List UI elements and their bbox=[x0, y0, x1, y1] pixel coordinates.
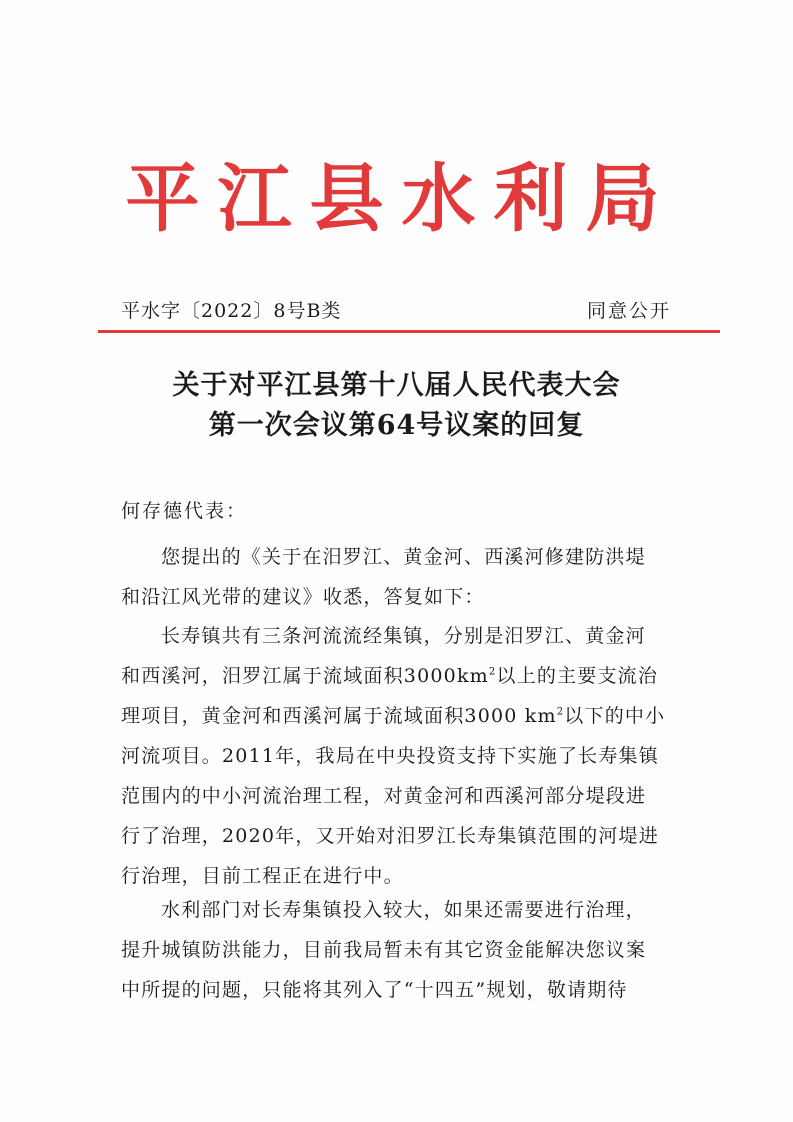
paragraph-2 bbox=[121, 616, 681, 896]
agency-header: 平江县水利局 bbox=[125, 156, 678, 242]
line-segment: 以下的中小 bbox=[564, 705, 666, 727]
line-segment: 以上的主要支流治 bbox=[496, 665, 659, 687]
paragraph-line: 长寿镇共有三条河流流经集镇，分别是汨罗江、黄金河 bbox=[161, 625, 646, 647]
paragraph-line: 行治理，目前工程正在进行中。 bbox=[121, 865, 404, 887]
disclosure-status: 同意公开 bbox=[586, 300, 671, 322]
line-segment: 和西溪河，汨罗江属于流域面积3000km bbox=[121, 665, 489, 687]
paragraph-1 bbox=[121, 537, 681, 617]
paragraph-3 bbox=[121, 890, 681, 1010]
document-title bbox=[0, 366, 793, 446]
line-segment: 理项目，黄金河和西溪河属于流域面积3000 km bbox=[121, 705, 557, 727]
header-divider bbox=[98, 330, 720, 333]
salutation: 何存德代表： bbox=[121, 500, 248, 522]
superscript: 2 bbox=[556, 706, 565, 718]
superscript: 2 bbox=[488, 666, 497, 678]
paragraph-line bbox=[121, 696, 681, 736]
title-line-1: 关于对平江县第十八届人民代表大会 bbox=[172, 370, 621, 401]
paragraph-line: 提升城镇防洪能力，目前我局暂未有其它资金能解决您议案 bbox=[121, 939, 647, 961]
paragraph-line: 河流项目。2011年，我局在中央投资支持下实施了长寿集镇 bbox=[121, 745, 659, 767]
paragraph-line: 中所提的问题，只能将其列入了“十四五”规划，敬请期待 bbox=[121, 979, 628, 1001]
title-line-2: 第一次会议第64号议案的回复 bbox=[208, 410, 585, 441]
paragraph-line bbox=[121, 656, 681, 696]
paragraph-line: 范围内的中小河流治理工程，对黄金河和西溪河部分堤段进 bbox=[121, 785, 647, 807]
paragraph-line: 和沿江风光带的建议》收悉，答复如下： bbox=[121, 586, 485, 608]
paragraph-line: 您提出的《关于在汨罗江、黄金河、西溪河修建防洪堤 bbox=[161, 546, 646, 568]
paragraph-line: 水利部门对长寿集镇投入较大，如果还需要进行治理， bbox=[161, 899, 646, 921]
paragraph-line: 行了治理，2020年，又开始对汨罗江长寿集镇范围的河堤进 bbox=[121, 825, 659, 847]
document-number: 平水字〔2022〕8号B类 bbox=[121, 300, 342, 322]
